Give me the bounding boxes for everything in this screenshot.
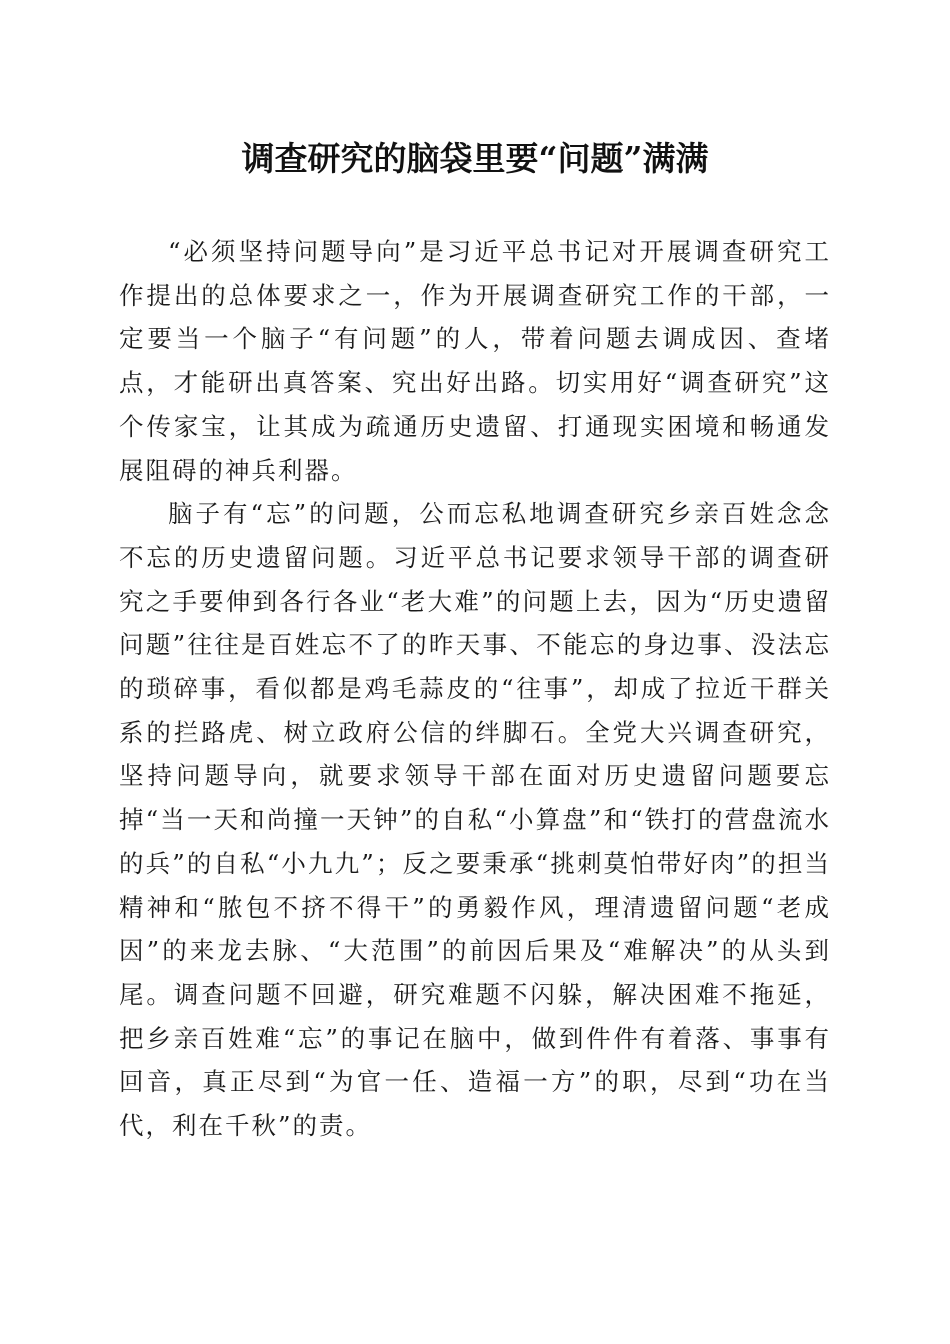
document-title: 调查研究的脑袋里要“问题”满满 [241,139,709,178]
document-body [119,230,831,1148]
paragraph-2: 脑子有“忘”的问题，公而忘私地调查研究乡亲百姓念念不忘的历史遗留问题。习近平总书记要求领导干部的调查研究之手要伸到各行各业“老大难”的问题上去，因为“历史遗留问题”往往是百姓忘不了的昨天事、不能忘的身边事、没法忘的琐碎事，看似都是鸡毛蒜皮的“往事”，却成了拉近干群关系的拦路虎、树立政府公信的绊脚石。全党大兴调查研究，坚持问题导向，就要求领导干部在面对历史遗留问题要忘掉“当一天和尚撞一天钟”的自私“小算盘”和“铁打的营盘流水的兵”的自私“小九九”；反之要秉承“挑刺莫怕带好肉”的担当精神和“脓包不挤不得干”的勇毅作风，理清遗留问题“老成因”的来龙去脉、“大范围”的前因后果及“难解决”的从头到尾。调查问题不回避，研究难题不闪躲，解决困难不拖延，把乡亲百姓难“忘”的事记在脑中，做到件件有着落、事事有回音，真正尽到“为官一任、造福一方”的职，尽到“功在当代，利在千秋”的责。 [119,499,831,1141]
paragraph-1: “必须坚持问题导向”是习近平总书记对开展调查研究工作提出的总体要求之一，作为开展调查研究工作的干部，一定要当一个脑子“有问题”的人，带着问题去调成因、查堵点，才能研出真答案、究出好出路。切实用好“调查研究”这个传家宝，让其成为疏通历史遗留、打通现实困境和畅通发展阻碍的神兵利器。 [119,237,831,485]
